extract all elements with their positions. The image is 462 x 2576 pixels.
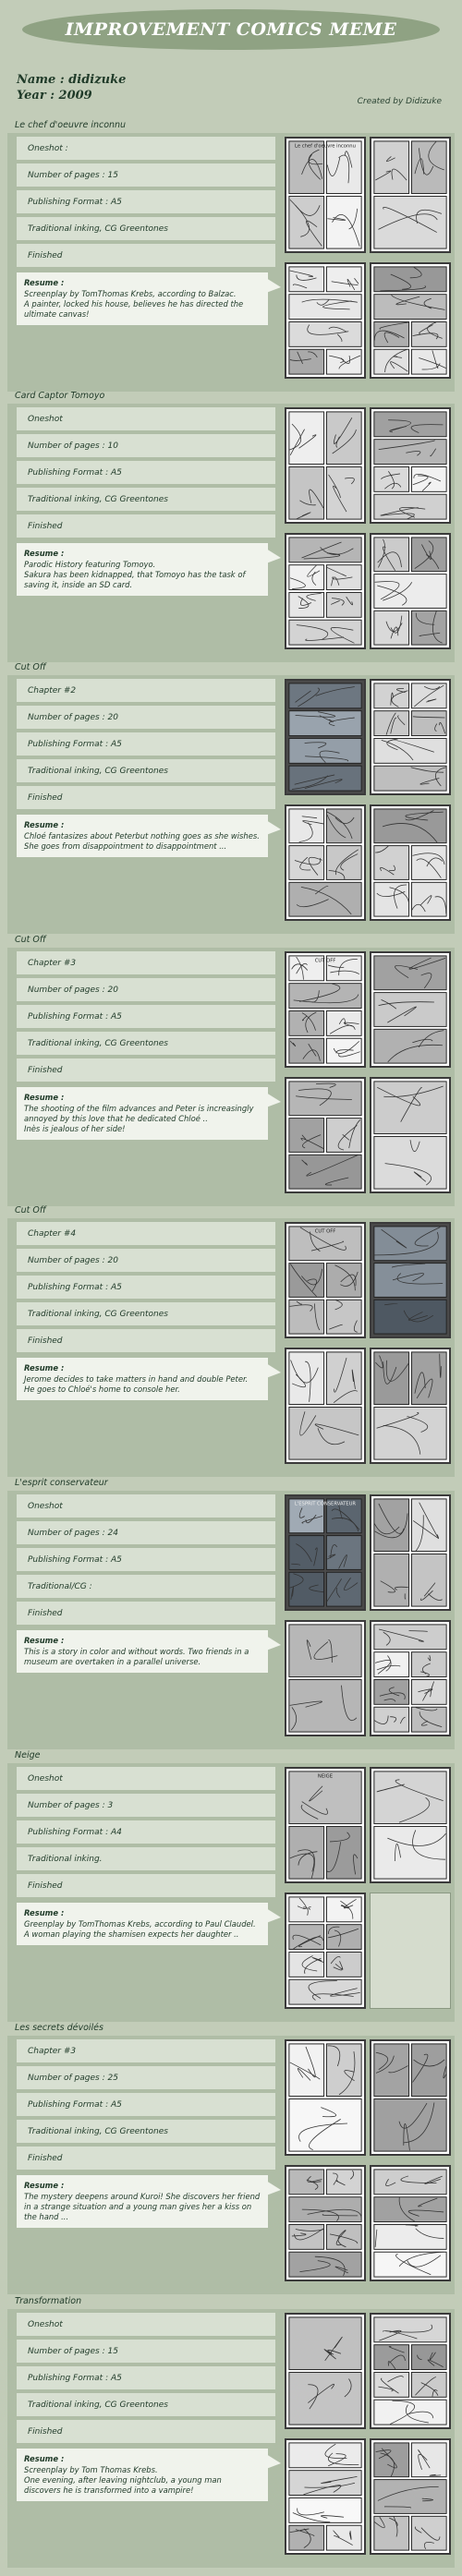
resume-bubble: [17, 815, 268, 857]
info-row: Number of pages : 10: [17, 434, 275, 457]
comic-page-thumbnail[interactable]: [370, 804, 451, 921]
info-row: Traditional inking, CG Greentones: [17, 2120, 275, 2143]
comic-info: [17, 951, 275, 1140]
resume-text: Greenplay by TomThomas Krebs, according to Paul Claudel. A woman playing the shamisen expects her daughter ..: [24, 1919, 256, 1939]
svg-text:NEIGE: NEIGE: [317, 1773, 334, 1780]
info-row: Publishing Format : A5: [17, 461, 275, 484]
info-row: Number of pages : 20: [17, 706, 275, 729]
resume-label: Resume :: [24, 2181, 65, 2190]
comic-page-thumbnail[interactable]: [285, 407, 366, 524]
info-row: Finished: [17, 786, 275, 809]
info-row: Chapter #3: [17, 951, 275, 974]
author-info: [17, 72, 126, 103]
comic-title: Cut Off: [15, 1205, 46, 1215]
comic-section: [7, 662, 455, 934]
comic-title: Cut Off: [15, 662, 46, 672]
info-row: Finished: [17, 1058, 275, 1082]
comic-page-thumbnail[interactable]: [285, 1077, 366, 1193]
comic-page-thumbnail[interactable]: [285, 137, 366, 253]
info-row: Oneshot: [17, 2313, 275, 2336]
info-row: Chapter #2: [17, 679, 275, 702]
comic-page-thumbnail[interactable]: [370, 951, 451, 1068]
comic-page-thumbnail[interactable]: [370, 407, 451, 524]
info-row: Publishing Format : A5: [17, 1548, 275, 1571]
resume-bubble: [17, 543, 268, 596]
comic-section: [7, 1478, 455, 1749]
comic-title: Les secrets dévoilés: [15, 2023, 103, 2033]
resume-text: Parodic History featuring Tomoyo. Sakura has been kidnapped, that Tomoyo has the task of saving it, inside an SD card.: [24, 560, 246, 589]
resume-text: This is a story in color and without words. Two friends in a museum are overtaken in a parallel universe.: [24, 1647, 249, 1666]
comic-info: [17, 407, 275, 596]
comic-page-thumbnail[interactable]: [285, 1767, 366, 1883]
comic-title: Neige: [15, 1750, 41, 1760]
info-row: Number of pages : 15: [17, 2340, 275, 2363]
info-row: Traditional inking, CG Greentones: [17, 217, 275, 240]
comic-page-thumbnail[interactable]: [370, 2313, 451, 2429]
info-row: Finished: [17, 244, 275, 267]
resume-bubble: [17, 1903, 268, 1945]
comic-page-thumbnail[interactable]: [285, 1348, 366, 1464]
comic-page-thumbnail[interactable]: [370, 2039, 451, 2156]
info-row: Number of pages : 3: [17, 1794, 275, 1817]
info-row: Traditional inking.: [17, 1847, 275, 1870]
svg-text:CUT OFF: CUT OFF: [314, 1228, 336, 1235]
comic-info: [17, 137, 275, 325]
comic-title: Le chef d'oeuvre inconnu: [15, 120, 127, 130]
comic-page-thumbnail[interactable]: [370, 262, 451, 379]
comic-section: [7, 1750, 455, 2022]
info-row: Publishing Format : A4: [17, 1820, 275, 1844]
resume-bubble: [17, 2449, 268, 2501]
title-banner: [22, 9, 440, 50]
comic-page-thumbnail[interactable]: [285, 2165, 366, 2281]
comic-title: Transformation: [15, 2296, 82, 2306]
info-row: Traditional inking, CG Greentones: [17, 759, 275, 782]
info-row: Oneshot: [17, 1494, 275, 1518]
comic-page-thumbnail[interactable]: [285, 804, 366, 921]
svg-text:L'ESPRIT CONSERVATEUR: L'ESPRIT CONSERVATEUR: [294, 1501, 357, 1507]
comic-section: [7, 2296, 455, 2568]
svg-text:CUT OFF: CUT OFF: [314, 958, 336, 964]
resume-label: Resume :: [24, 549, 65, 558]
page-title: IMPROVEMENT COMICS MEME: [65, 19, 397, 40]
resume-label: Resume :: [24, 2454, 65, 2463]
comic-page-thumbnail[interactable]: [285, 2313, 366, 2429]
comic-page-thumbnail[interactable]: [370, 2165, 451, 2281]
comic-page-thumbnail[interactable]: [285, 1222, 366, 1338]
info-row: Number of pages : 15: [17, 163, 275, 187]
info-row: Publishing Format : A5: [17, 1005, 275, 1028]
resume-bubble: [17, 2175, 268, 2228]
info-row: Oneshot: [17, 407, 275, 430]
info-row: Publishing Format : A5: [17, 2093, 275, 2116]
comic-title: Card Captor Tomoyo: [15, 391, 105, 401]
info-row: Oneshot: [17, 1767, 275, 1790]
comic-info: [17, 1222, 275, 1400]
comic-info: [17, 679, 275, 857]
comic-page-thumbnail[interactable]: [285, 1494, 366, 1611]
resume-text: Screenplay by Tom Thomas Krebs. One evening, after leaving nightclub, a young man discovers he is transformed into a vampire!: [24, 2465, 222, 2495]
resume-bubble: [17, 1087, 268, 1140]
comic-page-thumbnail[interactable]: [285, 2438, 366, 2555]
info-row: Chapter #4: [17, 1222, 275, 1245]
comic-page-thumbnail[interactable]: [370, 2438, 451, 2555]
resume-label: Resume :: [24, 1908, 65, 1917]
comic-section: [7, 2023, 455, 2294]
comic-page-thumbnail[interactable]: [370, 1494, 451, 1611]
empty-page-slot: [370, 1893, 451, 2009]
info-row: Finished: [17, 1329, 275, 1352]
comic-page-thumbnail[interactable]: [370, 1620, 451, 1736]
comic-title: Cut Off: [15, 935, 46, 945]
comic-page-thumbnail[interactable]: [370, 679, 451, 795]
comic-page-thumbnail[interactable]: [370, 1222, 451, 1338]
comic-page-thumbnail[interactable]: [285, 1893, 366, 2009]
info-row: Number of pages : 20: [17, 978, 275, 1001]
comic-info: [17, 1767, 275, 1945]
resume-bubble: [17, 1358, 268, 1400]
resume-bubble: [17, 1630, 268, 1673]
comic-page-thumbnail[interactable]: [285, 533, 366, 649]
info-row: Publishing Format : A5: [17, 190, 275, 213]
comic-section: [7, 120, 455, 392]
comic-page-thumbnail[interactable]: [285, 262, 366, 379]
comic-page-thumbnail[interactable]: [370, 1767, 451, 1883]
info-row: Traditional/CG :: [17, 1575, 275, 1598]
resume-label: Resume :: [24, 820, 65, 829]
created-by: Created by Didizuke: [357, 97, 442, 106]
svg-text:Le chef d'oeuvre inconnu: Le chef d'oeuvre inconnu: [295, 143, 356, 150]
comic-page-thumbnail[interactable]: [370, 533, 451, 649]
info-row: Number of pages : 24: [17, 1521, 275, 1544]
resume-text: The mystery deepens around Kuroi! She discovers her friend in a strange situation and a young man gives her a kiss on the hand ...: [24, 2192, 261, 2221]
info-row: Publishing Format : A5: [17, 732, 275, 756]
comic-page-thumbnail[interactable]: [370, 1077, 451, 1193]
info-row: Chapter #3: [17, 2039, 275, 2062]
comic-page-thumbnail[interactable]: [370, 1348, 451, 1464]
comic-page-thumbnail[interactable]: [285, 2039, 366, 2156]
resume-text: Chloé fantasizes about Peterbut nothing goes as she wishes. She goes from disappointment to disappointment ...: [24, 831, 260, 851]
comic-page-thumbnail[interactable]: [285, 679, 366, 795]
resume-bubble: [17, 272, 268, 325]
comic-title: L'esprit conservateur: [15, 1478, 108, 1488]
info-row: Finished: [17, 1874, 275, 1897]
comic-info: [17, 2039, 275, 2228]
comic-section: [7, 935, 455, 1206]
comic-page-thumbnail[interactable]: [285, 1620, 366, 1736]
info-row: Finished: [17, 2420, 275, 2443]
info-row: Traditional inking, CG Greentones: [17, 2393, 275, 2416]
info-row: Traditional inking, CG Greentones: [17, 1302, 275, 1325]
resume-label: Resume :: [24, 278, 65, 287]
comic-section: [7, 1205, 455, 1477]
info-row: Number of pages : 25: [17, 2066, 275, 2089]
resume-label: Resume :: [24, 1093, 65, 1102]
name-line: Name : didizuke: [17, 73, 127, 87]
info-row: Number of pages : 20: [17, 1249, 275, 1272]
resume-label: Resume :: [24, 1636, 65, 1645]
info-row: Publishing Format : A5: [17, 2366, 275, 2389]
comic-page-thumbnail[interactable]: [285, 951, 366, 1068]
resume-text: Screenplay by TomThomas Krebs, according to Balzac. A painter, locked his house, believes he has directed the ultimate canvas!: [24, 289, 244, 319]
resume-text: Jerome decides to take matters in hand and double Peter. He goes to Chloé's home to console her.: [24, 1374, 249, 1394]
info-row: Finished: [17, 514, 275, 538]
info-row: Traditional inking, CG Greentones: [17, 1032, 275, 1055]
resume-text: The shooting of the film advances and Peter is increasingly annoyed by this love that he dedicated Chloé .. Inès is jealous of her side!: [24, 1104, 254, 1133]
info-row: Finished: [17, 2147, 275, 2170]
info-row: Oneshot :: [17, 137, 275, 160]
comic-info: [17, 2313, 275, 2501]
comic-section: [7, 391, 455, 662]
comic-info: [17, 1494, 275, 1673]
comic-page-thumbnail[interactable]: [370, 137, 451, 253]
info-row: Finished: [17, 1602, 275, 1625]
info-row: Publishing Format : A5: [17, 1276, 275, 1299]
info-row: Traditional inking, CG Greentones: [17, 488, 275, 511]
resume-label: Resume :: [24, 1363, 65, 1373]
year-line: Year : 2009: [17, 89, 92, 103]
